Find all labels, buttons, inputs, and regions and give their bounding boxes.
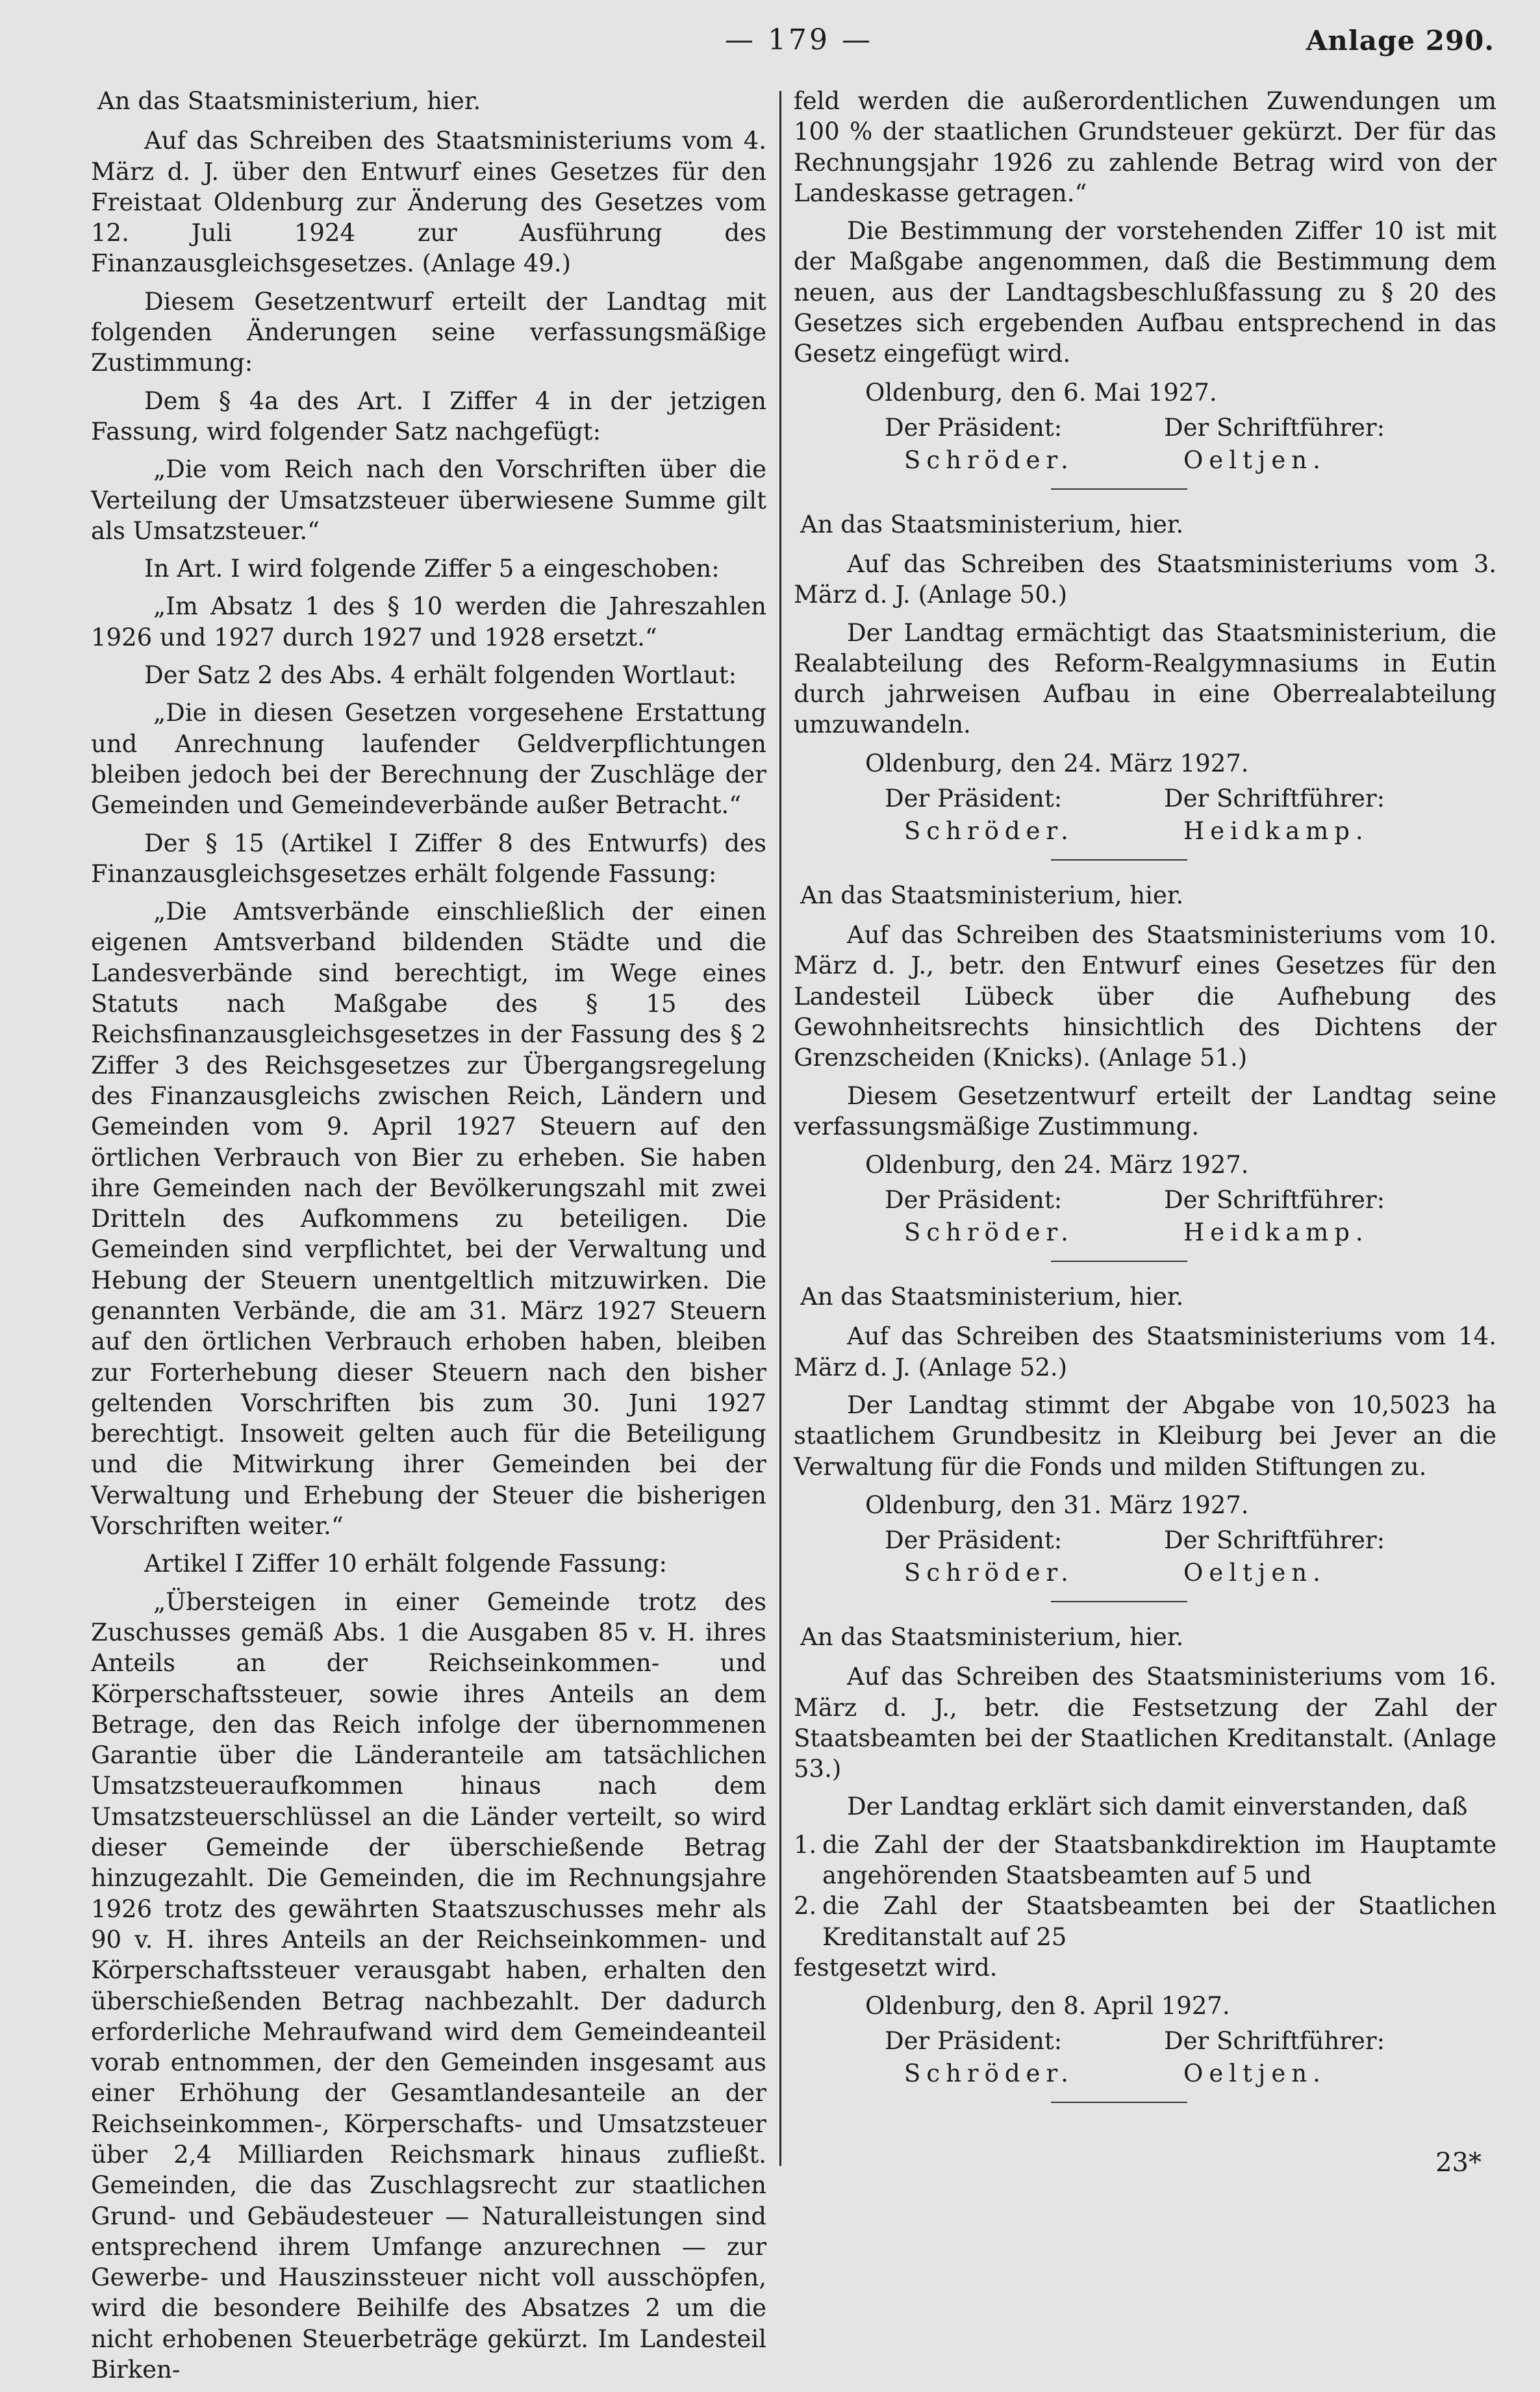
secretary-name: Oeltjen. (1183, 2059, 1326, 2088)
president-name: Schröder. (904, 1218, 1074, 1247)
left-column (91, 86, 766, 2392)
signature-block (794, 412, 1443, 477)
section-separator (1051, 2102, 1187, 2103)
list-item-number: 2. (794, 1892, 817, 1920)
list-item-text: die Zahl der der Staatsbankdirektion im Hauptamte angehörenden Staatsbeamten auf 5 und (822, 1830, 1496, 1889)
page-number: — 179 — (725, 23, 873, 57)
annex-label: Anlage 290. (1306, 25, 1495, 57)
paragraph: Diesem Gesetzentwurf erteilt der Landtag seine verfassungsmäßige Zustimmung. (794, 1081, 1496, 1140)
list-item-number: 1. (794, 1830, 817, 1859)
quoted-paragraph: „Die in diesen Gesetzen vorgesehene Erstattung und Anrechnung laufender Geldverpflichtungen bleiben jedoch bei der Berechnung der Zuschläge der Gemeinden und Gemeindeverbände außer Betracht.“ (91, 699, 766, 820)
paragraph: Auf das Schreiben des Staatsministeriums vom 3. März d. J. (Anlage 50.) (794, 549, 1496, 609)
quoted-paragraph: „Übersteigen in einer Gemeinde trotz des Zuschusses gemäß Abs. 1 die Ausgaben 85 v. H. ihres Anteils an der Reichseinkommen- und Körperschaftssteuer, sowie ihres Anteils an dem Betrage, den das Reich infolge der übernommenen Garantie über die Länderanteile am tatsächlichen Umsatzsteueraufkommen hinaus nach dem Umsatzsteuerschlüssel an die Länder verteilt, so wird dieser Gemeinde der überschießende Betrag hinzugezahlt. Die Gemeinden, die im Rechnungsjahre 1926 trotz des gewährten Staatszuschusses mehr als 90 v. H. ihres Anteils an der Reichseinkommen- und Körperschaftssteuer verausgabt haben, erhalten den überschießenden Betrag nachbezahlt. Der dadurch erforderliche Mehraufwand wird dem Gemeindeanteil vorab entnommen, der den Gemeinden insgesamt aus einer Erhöhung der Gesamtlandesanteile an der Reichseinkommen-, Körperschafts- und Umsatzsteuer über 2,4 Milliarden Reichsmark hinaus zufließt. Gemeinden, die das Zuschlagsrecht zur staatlichen Grund- und Gebäudesteuer — Naturalleistungen sind entsprechend ihrem Umfange anzurechnen — zur Gewerbe- und Hauszinssteuer nicht voll ausschöpfen, wird die besondere Beihilfe des Absatzes 2 um die nicht erhobenen Steuerbeträge gekürzt. Im Landesteil Birken- (91, 1587, 766, 2384)
paragraph: Auf das Schreiben des Staatsministeriums vom 14. März d. J. (Anlage 52.) (794, 1322, 1496, 1381)
section-separator (1051, 1601, 1187, 1602)
president-name: Schröder. (904, 2059, 1074, 2088)
place-date: Oldenburg, den 24. März 1927. (865, 1151, 1249, 1179)
quoted-paragraph: „Die Amtsverbände einschließlich der einen eigenen Amtsverband bildenden Städte und die Landesverbände sind berechtigt, im Wege eines Statuts nach Maßgabe des § 15 des Reichsfinanzausgleichsgesetzes in der Fassung des § 2 Ziffer 3 des Reichsgesetzes zur Übergangsregelung des Finanzausgleichs zwischen Reich, Ländern und Gemeinden vom 9. April 1927 Steuern auf den örtlichen Verbrauch von Bier zu erheben. Sie haben ihre Gemeinden nach der Bevölkerungszahl mit zwei Dritteln des Aufkommens zu beteiligen. Die Gemeinden sind verpflichtet, bei der Verwaltung und Hebung der Steuern unentgeltlich mitzuwirken. Die genannten Verbände, die am 31. März 1927 Steuern auf den örtlichen Verbrauch erhoben haben, bleiben zur Forterhebung dieser Steuern nach den bisher geltenden Vorschriften bis zum 30. Juni 1927 berechtigt. Insoweit gelten auch für die Beteiligung und die Mitwirkung ihrer Gemeinden bei der Verwaltung und Erhebung der Steuer die bisherigen Vorschriften weiter.“ (91, 898, 766, 1541)
president-title: Der Präsident: (885, 784, 1063, 812)
president-title: Der Präsident: (885, 1526, 1063, 1554)
section-separator (1051, 859, 1187, 861)
place-date: Oldenburg, den 6. Mai 1927. (865, 378, 1217, 407)
list-item-text: die Zahl der Staatsbeamten bei der Staatlichen Kreditanstalt auf 25 (822, 1892, 1496, 1951)
president-title: Der Präsident: (885, 2027, 1063, 2056)
list-item (794, 1891, 1496, 1952)
secretary-name: Oeltjen. (1183, 446, 1326, 474)
list-item (794, 1830, 1496, 1891)
signature-block (794, 2025, 1443, 2090)
printer-signature-mark: 23* (1435, 2148, 1482, 2178)
secretary-title: Der Schriftführer: (1164, 1526, 1385, 1554)
paragraph: Auf das Schreiben des Staatsministeriums vom 10. März d. J., betr. den Entwurf eines Gesetzes für den Landesteil Lübeck über die Aufhebung des Gewohnheitsrechts hinsichtlich des Dichtens der Grenzscheiden (Knicks). (Anlage 51.) (794, 921, 1496, 1072)
place-date: Oldenburg, den 8. April 1927. (865, 1992, 1230, 2021)
place-date: Oldenburg, den 24. März 1927. (865, 749, 1249, 777)
address-line: An das Staatsministerium, hier. (800, 1283, 1184, 1311)
paragraph: Diesem Gesetzentwurf erteilt der Landtag mit folgenden Änderungen seine verfassungsmäßige Zustimmung: (91, 287, 766, 377)
signature-block (794, 783, 1443, 848)
section-separator (1051, 1261, 1187, 1262)
paragraph: Die Bestimmung der vorstehenden Ziffer 10 ist mit der Maßgabe angenommen, daß die Bestimmung dem neuen, aus der Landtagsbeschlußfassung zu § 20 des Gesetzes sich ergebenden Aufbau entsprechend in das Gesetz eingefügt wird. (794, 217, 1496, 368)
address-line: An das Staatsministerium, hier. (97, 87, 481, 115)
paragraph: Auf das Schreiben des Staatsministeriums vom 4. März d. J. über den Entwurf eines Gesetzes für den Freistaat Oldenburg zur Änderung des Gesetzes vom 12. Juli 1924 zur Ausführung des Finanzausgleichsgesetzes. (Anlage 49.) (91, 127, 766, 278)
quoted-paragraph: „Im Absatz 1 des § 10 werden die Jahreszahlen 1926 und 1927 durch 1927 und 1928 ersetzt.“ (91, 592, 766, 651)
paragraph: Artikel I Ziffer 10 erhält folgende Fassung: (144, 1550, 667, 1578)
signature-block (794, 1524, 1443, 1589)
paragraph: Der Landtag erklärt sich damit einverstanden, daß (847, 1793, 1468, 1821)
address-line: An das Staatsministerium, hier. (800, 510, 1184, 538)
quoted-paragraph: „Die vom Reich nach den Vorschriften über die Verteilung der Umsatzsteuer überwiesene Summe gilt als Umsatzsteuer.“ (91, 455, 766, 545)
paragraph: Der Landtag ermächtigt das Staatsministerium, die Realabteilung des Reform-Realgymnasiums in Eutin durch jahrweisen Aufbau in eine Oberrealabteilung umzuwandeln. (794, 618, 1496, 739)
secretary-name: Heidkamp. (1183, 816, 1369, 845)
paragraph: Der Landtag stimmt der Abgabe von 10,5023 ha staatlichem Grundbesitz in Kleiburg bei Jever an die Verwaltung für die Fonds und milden Stiftungen zu. (794, 1391, 1496, 1481)
signature-block (794, 1184, 1443, 1249)
paragraph: festgesetzt wird. (794, 1953, 998, 1982)
section-separator (1051, 488, 1187, 490)
paragraph: In Art. I wird folgende Ziffer 5 a eingeschoben: (144, 555, 720, 583)
president-title: Der Präsident: (885, 1186, 1063, 1215)
address-line: An das Staatsministerium, hier. (800, 881, 1184, 909)
president-name: Schröder. (904, 1558, 1074, 1587)
secretary-name: Oeltjen. (1183, 1558, 1326, 1587)
address-line: An das Staatsministerium, hier. (800, 1622, 1184, 1651)
president-name: Schröder. (904, 816, 1074, 845)
column-divider (779, 91, 781, 2166)
secretary-title: Der Schriftführer: (1164, 413, 1385, 442)
president-title: Der Präsident: (885, 413, 1063, 442)
secretary-title: Der Schriftführer: (1164, 784, 1385, 812)
president-name: Schröder. (904, 446, 1074, 474)
secretary-title: Der Schriftführer: (1164, 1186, 1385, 1215)
place-date: Oldenburg, den 31. März 1927. (865, 1491, 1249, 1519)
paragraph: Der § 15 (Artikel I Ziffer 8 des Entwurfs) des Finanzausgleichsgesetzes erhält folgende Fassung: (91, 829, 766, 888)
right-column (794, 86, 1496, 2122)
paragraph: feld werden die außerordentlichen Zuwendungen um 100 % der staatlichen Grundsteuer gekürzt. Der für das Rechnungsjahr 1926 zu zahlende Betrag wird von der Landeskasse getragen.“ (794, 87, 1496, 207)
secretary-name: Heidkamp. (1183, 1218, 1369, 1247)
paragraph: Auf das Schreiben des Staatsministeriums vom 16. März d. J., betr. die Festsetzung der Zahl der Staatsbeamten bei der Staatlichen Kreditanstalt. (Anlage 53.) (794, 1663, 1496, 1783)
secretary-title: Der Schriftführer: (1164, 2027, 1385, 2056)
paragraph: Dem § 4a des Art. I Ziffer 4 in der jetzigen Fassung, wird folgender Satz nachgefügt: (91, 386, 766, 446)
paragraph: Der Satz 2 des Abs. 4 erhält folgenden Wortlaut: (144, 661, 737, 690)
